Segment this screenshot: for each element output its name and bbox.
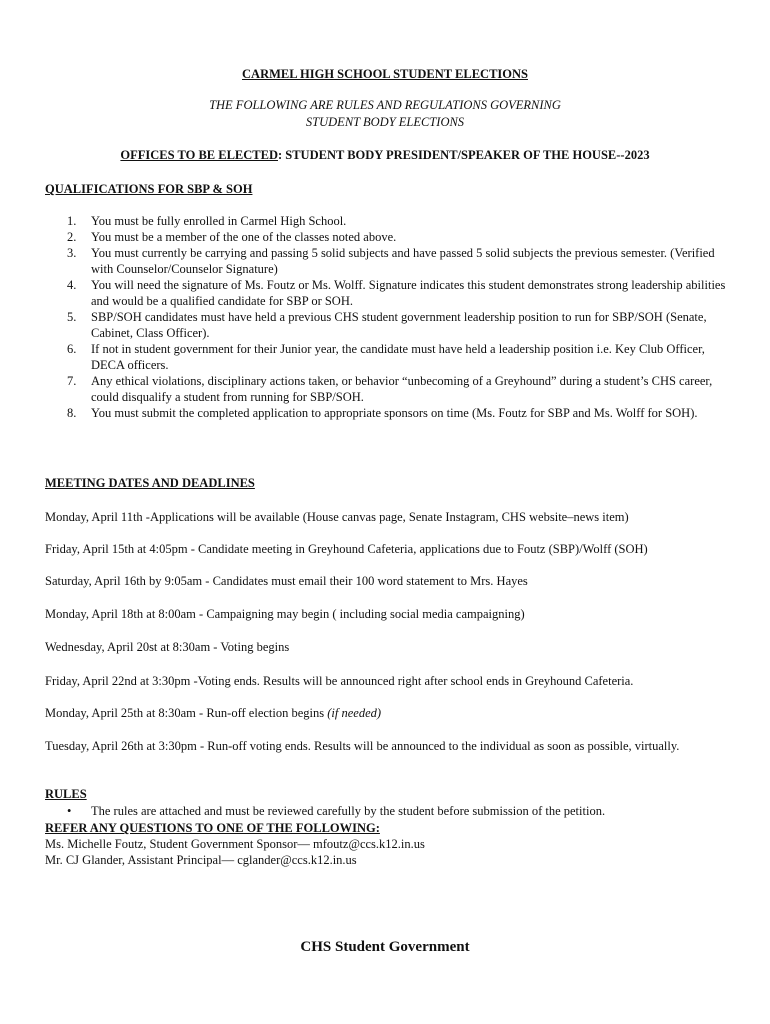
meeting-text: Friday, April 15th at 4:05pm - Candidate meeting in Greyhound Cafeteria, applications due to Foutz (SBP)/Wolff (SOH) [45, 542, 648, 556]
meeting-item [45, 509, 735, 525]
subtitle-line-1: THE FOLLOWING ARE RULES AND REGULATIONS GOVERNING [209, 98, 561, 112]
meeting-item [45, 639, 735, 655]
rules-list [45, 803, 735, 819]
meeting-text: Monday, April 25th at 8:30am - Run-off election begins [45, 706, 328, 720]
meeting-text: Saturday, April 16th by 9:05am - Candidates must email their 100 word statement to Mrs. Hayes [45, 574, 528, 588]
list-number: 4. [67, 278, 77, 292]
meeting-item [45, 606, 735, 622]
meeting-text: Wednesday, April 20st at 8:30am - Voting begins [45, 640, 290, 654]
meeting-text: Monday, April 11th -Applications will be available (House canvas page, Senate Instagram, CHS website–news item) [45, 510, 629, 524]
list-number: 6. [67, 342, 77, 356]
list-item [45, 277, 735, 309]
contact-line-glander: Mr. CJ Glander, Assistant Principal— cglander@ccs.k12.in.us [45, 853, 357, 867]
list-item [45, 245, 735, 277]
list-number: 2. [67, 230, 77, 244]
list-item-text: If not in student government for their Junior year, the candidate must have held a leadership position i.e. Key Club Officer, DECA officers. [91, 342, 705, 372]
meeting-note: (if needed) [327, 706, 382, 720]
list-item [45, 309, 735, 341]
meeting-item [45, 738, 735, 754]
list-number: 8. [67, 406, 77, 420]
list-item [45, 405, 735, 421]
list-item-text: Any ethical violations, disciplinary actions taken, or behavior “unbecoming of a Greyhound” during a student’s CHS career, could disqualify a student from running for SBP/SOH. [91, 374, 713, 404]
meeting-item [45, 673, 735, 689]
meeting-item [45, 573, 735, 589]
contact-line-foutz: Ms. Michelle Foutz, Student Government Sponsor— mfoutz@ccs.k12.in.us [45, 837, 425, 851]
list-item [45, 373, 735, 405]
meeting-text: Friday, April 22nd at 3:30pm -Voting ends. Results will be announced right after school ends in Greyhound Cafeteria. [45, 674, 634, 688]
meetings-heading: MEETING DATES AND DEADLINES [45, 476, 255, 490]
subtitle-line-2: STUDENT BODY ELECTIONS [305, 115, 465, 129]
rules-item-text: The rules are attached and must be reviewed carefully by the student before submission of the petition. [91, 804, 606, 818]
list-number: 5. [67, 310, 77, 324]
list-item-text: You must currently be carrying and passing 5 solid subjects and have passed 5 solid subjects the previous semester. (Verified with Counselor/Counselor Signature) [91, 246, 715, 276]
list-number: 1. [67, 214, 77, 228]
list-number: 3. [67, 246, 77, 260]
rules-heading: RULES [45, 787, 87, 801]
offices-line [0, 147, 770, 163]
offices-value: : STUDENT BODY PRESIDENT/SPEAKER OF THE HOUSE--2023 [277, 148, 650, 162]
list-item-text: You must be a member of the one of the classes noted above. [91, 230, 397, 244]
list-item-text: You must submit the completed application to appropriate sponsors on time (Ms. Foutz for SBP and Ms. Wolff for SOH). [91, 406, 698, 420]
bullet-icon: • [67, 804, 72, 818]
meeting-item [45, 705, 735, 721]
qualifications-list [45, 213, 735, 421]
list-item-text: You will need the signature of Ms. Foutz or Ms. Wolff. Signature indicates this student demonstrates strong leadership abilities and would be a qualified candidate for SBP or SOH. [91, 278, 726, 308]
list-item [45, 213, 735, 229]
list-item-text: SBP/SOH candidates must have held a previous CHS student government leadership position to run for SBP/SOH (Senate, Cabinet, Class Officer). [91, 310, 707, 340]
list-item-text: You must be fully enrolled in Carmel High School. [91, 214, 347, 228]
list-item [45, 341, 735, 373]
meeting-item [45, 541, 735, 557]
list-item [45, 229, 735, 245]
document-title: CARMEL HIGH SCHOOL STUDENT ELECTIONS [242, 67, 528, 81]
qualifications-heading: QUALIFICATIONS FOR SBP & SOH [45, 182, 253, 196]
document-subtitle [0, 97, 770, 131]
list-number: 7. [67, 374, 77, 388]
meeting-text: Monday, April 18th at 8:00am - Campaigning may begin ( including social media campaigning) [45, 607, 525, 621]
offices-label: OFFICES TO BE ELECTED [120, 148, 278, 162]
footer-signature: CHS Student Government [300, 939, 470, 955]
meeting-text: Tuesday, April 26th at 3:30pm - Run-off voting ends. Results will be announced to the individual as soon as possible, virtually. [45, 739, 680, 753]
contacts-heading: REFER ANY QUESTIONS TO ONE OF THE FOLLOWING: [45, 821, 380, 835]
